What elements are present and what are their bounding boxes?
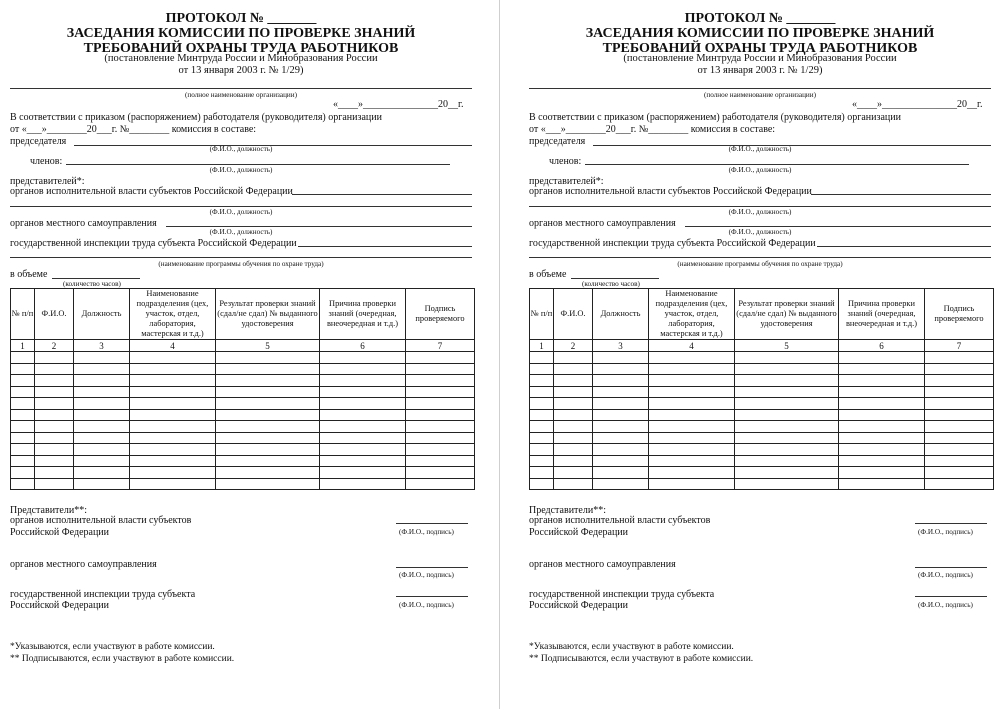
col-number: 2: [554, 340, 593, 352]
organization-field[interactable]: [10, 88, 472, 89]
table-number-row: [530, 340, 994, 352]
form-page-right: [527, 0, 997, 709]
col-number: 3: [74, 340, 130, 352]
table-row[interactable]: [11, 421, 475, 433]
page-fold-divider: [499, 0, 500, 709]
col-header-name: Ф.И.О.: [554, 289, 593, 340]
sign-exec-caption: (Ф.И.О., подпись): [399, 528, 454, 536]
col-number: 3: [593, 340, 649, 352]
rep-exec-field-2[interactable]: [10, 206, 472, 207]
col-header-result: Результат проверки знаний (сдал/не сдал) № выданного удостоверения: [735, 289, 839, 340]
organization-caption: (полное наименование организации): [703, 91, 817, 99]
sign-inspection-caption: (Ф.И.О., подпись): [918, 601, 973, 609]
col-number: 4: [649, 340, 735, 352]
volume-label: в объеме: [10, 269, 48, 280]
signers-title: Представители**:: [529, 505, 606, 516]
rep-local-label: органов местного самоуправления: [529, 218, 676, 229]
sign-local-field[interactable]: [396, 567, 468, 568]
hours-field[interactable]: [52, 278, 140, 279]
organization-caption: (полное наименование организации): [184, 91, 298, 99]
table-row[interactable]: [530, 421, 994, 433]
hours-caption: (количество часов): [63, 280, 121, 288]
organization-field[interactable]: [529, 88, 991, 89]
members-caption: (Ф.И.О., должность): [728, 166, 792, 174]
table-number-row: [11, 340, 475, 352]
table-row[interactable]: [11, 467, 475, 479]
protocol-basis: (постановление Минтруда России и Минобразования России: [623, 53, 897, 64]
col-header-signature: Подпись проверяемого: [925, 289, 994, 340]
table-row[interactable]: [11, 363, 475, 375]
exam-results-table: [529, 288, 994, 490]
representatives-label: представителей*:: [529, 176, 604, 187]
table-row[interactable]: [11, 409, 475, 421]
rep-exec-field-2[interactable]: [529, 206, 991, 207]
program-caption: (наименование программы обучения по охране труда): [158, 260, 324, 268]
col-number: 7: [406, 340, 475, 352]
table-row[interactable]: [11, 352, 475, 364]
col-header-department: Наименование подразделения (цех, участок, отдел, лаборатория, мастерская и т.д.): [649, 289, 735, 340]
exam-results-table: [10, 288, 475, 490]
table-row[interactable]: [530, 375, 994, 387]
rep-local-field[interactable]: [166, 226, 472, 227]
sign-local-label: органов местного самоуправления: [10, 559, 157, 570]
table-row[interactable]: [11, 432, 475, 444]
table-row[interactable]: [530, 386, 994, 398]
sign-inspection-label-2: Российской Федерации: [10, 600, 110, 611]
footnote-1: *Указываются, если участвуют в работе комиссии.: [10, 642, 215, 652]
program-caption: (наименование программы обучения по охране труда): [677, 260, 843, 268]
table-row[interactable]: [530, 467, 994, 479]
table-row[interactable]: [530, 444, 994, 456]
rep-inspection-field[interactable]: [298, 246, 472, 247]
chairman-caption: (Ф.И.О., должность): [209, 145, 273, 153]
program-field[interactable]: [10, 257, 472, 258]
col-header-number: № п/п: [11, 289, 35, 340]
rep-exec-field[interactable]: [292, 194, 472, 195]
rep-inspection-label: государственной инспекции труда субъекта Российской Федерации: [529, 238, 816, 249]
col-header-position: Должность: [74, 289, 130, 340]
sign-inspection-label-2: Российской Федерации: [529, 600, 629, 611]
members-field[interactable]: [585, 164, 969, 165]
sign-exec-label: органов исполнительной власти субъектов: [10, 515, 192, 526]
protocol-date-field[interactable]: «____»_______________20__г.: [852, 99, 983, 110]
protocol-title-line3: ТРЕБОВАНИЙ ОХРАНЫ ТРУДА РАБОТНИКОВ: [602, 41, 918, 56]
col-header-number: № п/п: [530, 289, 554, 340]
chairman-label: председателя: [529, 136, 586, 147]
protocol-basis-date: от 13 января 2003 г. № 1/29): [697, 65, 823, 76]
col-header-reason: Причина проверки знаний (очередная, внеочередная и т.д.): [839, 289, 925, 340]
col-number: 2: [35, 340, 74, 352]
sign-inspection-label: государственной инспекции труда субъекта: [10, 589, 196, 600]
sign-exec-field[interactable]: [396, 523, 468, 524]
rep-exec-caption: (Ф.И.О., должность): [209, 208, 273, 216]
protocol-title-line2: ЗАСЕДАНИЯ КОМИССИИ ПО ПРОВЕРКЕ ЗНАНИЙ: [585, 26, 935, 41]
sign-exec-label-2: Российской Федерации: [10, 527, 110, 538]
rep-local-caption: (Ф.И.О., должность): [728, 228, 792, 236]
col-number: 1: [11, 340, 35, 352]
protocol-title-line3: ТРЕБОВАНИЙ ОХРАНЫ ТРУДА РАБОТНИКОВ: [83, 41, 399, 56]
rep-exec-label: органов исполнительной власти субъектов Российской Федерации: [10, 186, 293, 197]
sign-inspection-caption: (Ф.И.О., подпись): [399, 601, 454, 609]
sign-local-field[interactable]: [915, 567, 987, 568]
protocol-basis-date: от 13 января 2003 г. № 1/29): [178, 65, 304, 76]
table-row[interactable]: [530, 432, 994, 444]
rep-exec-label: органов исполнительной власти субъектов Российской Федерации: [529, 186, 812, 197]
col-number: 4: [130, 340, 216, 352]
footnote-2: ** Подписываются, если участвуют в работе комиссии.: [529, 654, 754, 664]
members-label: членов:: [549, 156, 582, 167]
sign-exec-field[interactable]: [915, 523, 987, 524]
col-number: 6: [839, 340, 925, 352]
program-field[interactable]: [529, 257, 991, 258]
table-header-row: [530, 289, 994, 340]
chairman-label: председателя: [10, 136, 67, 147]
table-row[interactable]: [11, 455, 475, 467]
order-date-field[interactable]: от «___»________20___г. №________ комиссия в составе:: [10, 124, 257, 135]
members-caption: (Ф.И.О., должность): [209, 166, 273, 174]
table-row[interactable]: [530, 455, 994, 467]
protocol-title: ПРОТОКОЛ № _______: [684, 11, 836, 26]
rep-exec-caption: (Ф.И.О., должность): [728, 208, 792, 216]
members-label: членов:: [30, 156, 63, 167]
table-row[interactable]: [530, 398, 994, 410]
rep-inspection-field[interactable]: [817, 246, 991, 247]
table-row[interactable]: [11, 478, 475, 490]
form-page-left: [8, 0, 478, 709]
col-header-position: Должность: [593, 289, 649, 340]
protocol-title-line2: ЗАСЕДАНИЯ КОМИССИИ ПО ПРОВЕРКЕ ЗНАНИЙ: [66, 26, 416, 41]
footnote-2: ** Подписываются, если участвуют в работе комиссии.: [10, 654, 235, 664]
col-number: 1: [530, 340, 554, 352]
order-text: В соответствии с приказом (распоряжением) работодателя (руководителя) организации: [10, 112, 382, 123]
rep-local-caption: (Ф.И.О., должность): [209, 228, 273, 236]
table-row[interactable]: [11, 398, 475, 410]
col-number: 6: [320, 340, 406, 352]
table-row[interactable]: [11, 444, 475, 456]
col-number: 7: [925, 340, 994, 352]
members-field[interactable]: [66, 164, 450, 165]
rep-inspection-label: государственной инспекции труда субъекта Российской Федерации: [10, 238, 297, 249]
chairman-caption: (Ф.И.О., должность): [728, 145, 792, 153]
table-row[interactable]: [530, 478, 994, 490]
hours-field[interactable]: [571, 278, 659, 279]
signers-title: Представители**:: [10, 505, 87, 516]
sign-inspection-field[interactable]: [396, 596, 468, 597]
col-header-department: Наименование подразделения (цех, участок, отдел, лаборатория, мастерская и т.д.): [130, 289, 216, 340]
protocol-basis: (постановление Минтруда России и Минобразования России: [104, 53, 378, 64]
rep-local-field[interactable]: [685, 226, 991, 227]
volume-label: в объеме: [529, 269, 567, 280]
footnote-1: *Указываются, если участвуют в работе комиссии.: [529, 642, 734, 652]
sign-exec-label: органов исполнительной власти субъектов: [529, 515, 711, 526]
representatives-label: представителей*:: [10, 176, 85, 187]
table-row[interactable]: [11, 386, 475, 398]
col-header-result: Результат проверки знаний (сдал/не сдал) № выданного удостоверения: [216, 289, 320, 340]
order-text: В соответствии с приказом (распоряжением) работодателя (руководителя) организации: [529, 112, 901, 123]
protocol-title: ПРОТОКОЛ № _______: [165, 11, 317, 26]
col-header-name: Ф.И.О.: [35, 289, 74, 340]
protocol-date-field[interactable]: «____»_______________20__г.: [333, 99, 464, 110]
table-row[interactable]: [530, 363, 994, 375]
hours-caption: (количество часов): [582, 280, 640, 288]
table-row[interactable]: [530, 352, 994, 364]
table-row[interactable]: [11, 375, 475, 387]
col-number: 5: [216, 340, 320, 352]
order-date-field[interactable]: от «___»________20___г. №________ комиссия в составе:: [529, 124, 776, 135]
col-header-reason: Причина проверки знаний (очередная, внеочередная и т.д.): [320, 289, 406, 340]
sign-exec-label-2: Российской Федерации: [529, 527, 629, 538]
sign-inspection-label: государственной инспекции труда субъекта: [529, 589, 715, 600]
sign-local-caption: (Ф.И.О., подпись): [918, 571, 973, 579]
sign-exec-caption: (Ф.И.О., подпись): [918, 528, 973, 536]
table-header-row: [11, 289, 475, 340]
sign-inspection-field[interactable]: [915, 596, 987, 597]
col-header-signature: Подпись проверяемого: [406, 289, 475, 340]
table-row[interactable]: [530, 409, 994, 421]
sign-local-caption: (Ф.И.О., подпись): [399, 571, 454, 579]
rep-local-label: органов местного самоуправления: [10, 218, 157, 229]
sign-local-label: органов местного самоуправления: [529, 559, 676, 570]
col-number: 5: [735, 340, 839, 352]
rep-exec-field[interactable]: [811, 194, 991, 195]
